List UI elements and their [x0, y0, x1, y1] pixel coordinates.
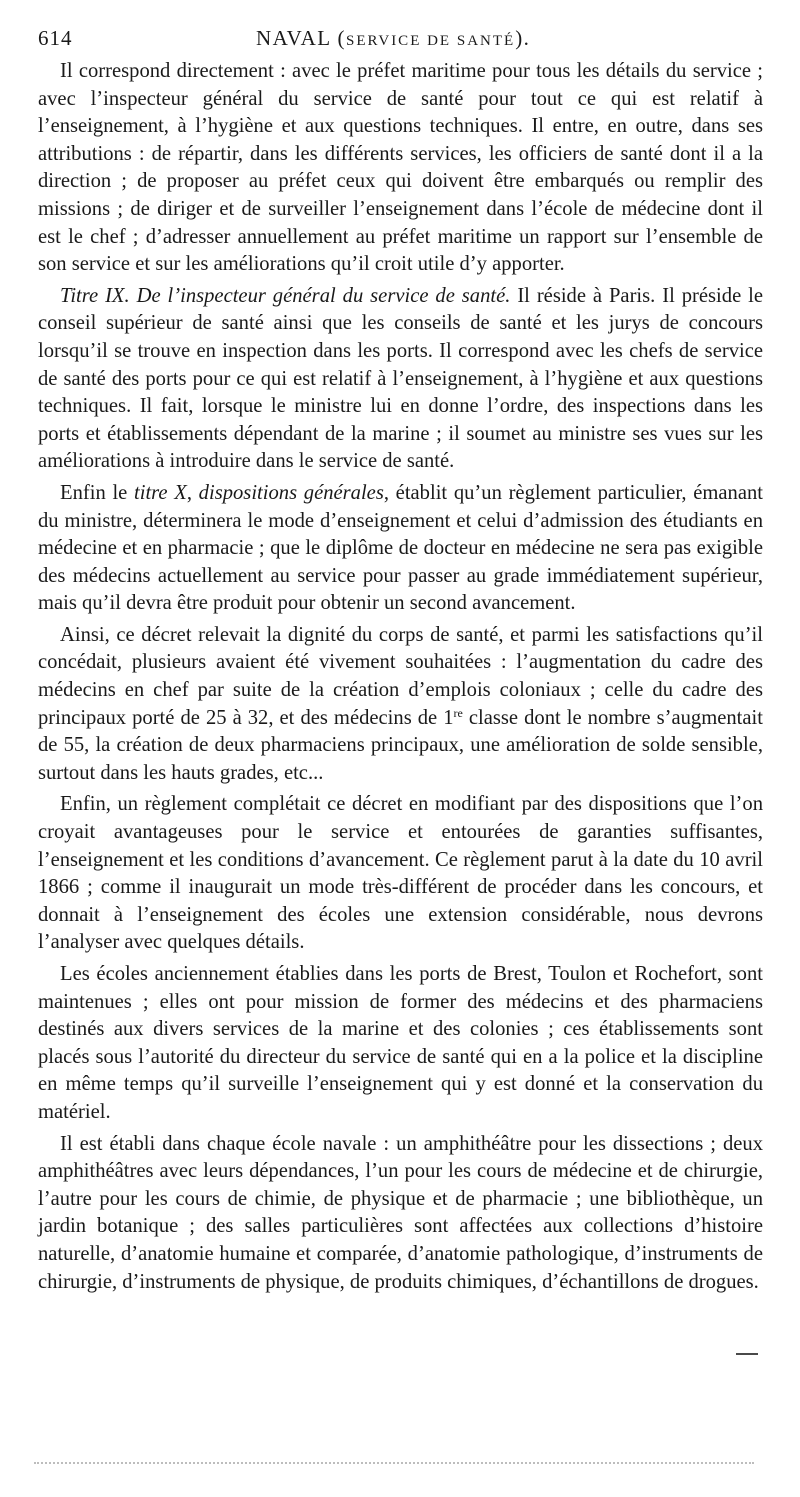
running-title-close: ). [515, 26, 531, 50]
paragraph-text: Les écoles anciennement établies dans les ports de Brest, Toulon et Rochefort, sont maintenues ; elles ont pour mission de former des médecins et des pharmaciens destinés aux divers services de la marine et des colonies ; ces établissements sont placés sous l’autorité du directeur du service de santé qui en a la police et la discipline en même temps qu’il surveille l’enseignement qui y est donné et la conservation du matériel. [38, 963, 763, 1123]
paragraph-ecoles [38, 961, 763, 1127]
paragraph-etablissements [38, 1131, 763, 1297]
page [38, 22, 763, 1296]
running-title-open: ( [330, 26, 347, 50]
paragraph-text: Enfin le [60, 481, 134, 504]
paragraph-titre-x [38, 480, 763, 618]
section-heading-titre-x: titre X [134, 481, 187, 504]
paragraph-reglement [38, 791, 763, 957]
body-text [38, 58, 763, 1296]
paragraph-text: Enfin, un règlement complétait ce décret en modifiant par des dispositions que l’on croyait avantageuses pour le service et entourées de garanties suffisantes, l’enseignement et les conditions d’avancement. Ce règlement parut à la date du 10 avril 1866 ; comme il inaugurait un mode très-différent de procéder dans les concours, et donnait à l’enseignement des écoles une extension considérable, nous devrons l’analyser avec quelques détails. [38, 793, 763, 954]
running-title-subtitle: SERVICE DE SANTÉ [346, 33, 516, 49]
paragraph-text: Ainsi, ce décret relevait la dignité du corps de santé, et parmi les satisfactions qu’il concédait, plusieurs avaient été vivement souhaitées : l’augmentation du cadre des médecins en chef par suite de la création d’emplois coloniaux ; celle du cadre des principaux porté de 25 à 32, et des médecins de 1 [38, 623, 763, 729]
paragraph-text: , établit qu’un règlement particulier, émanant du ministre, déterminera le mode d’enseignement et celui d’admission des étudiants en médecine et en pharmacie ; que le diplôme de docteur en médecine ne sera pas exigible des médecins actuellement au service pour passer au grade immédiatement supérieur, mais qu’il devra être produit pour obtenir un second avancement. [38, 481, 763, 615]
page-number: 614 [38, 26, 73, 50]
section-heading-dispositions: dispositions générales [198, 481, 384, 504]
paragraph-text: classe dont le nombre s’augmentait de 55, la création de deux pharmaciens principaux, une amélioration de solde sensible, surtout dans les hauts grades, etc... [38, 706, 763, 784]
paragraph-titre-ix [38, 283, 763, 476]
paragraph-directeur [38, 58, 763, 279]
paragraph-text: Il correspond directement : avec le préfet maritime pour tous les détails du service ; avec l’inspecteur général du service de santé pour tout ce qui est relatif à l’enseignement, à l’hygiène et aux questions techniques. Il entre, en outre, dans ses attributions : de répartir, dans les différents services, les officiers de santé dont il a la direction ; de proposer au préfet ceux qui doivent être embarqués ou remplir des missions ; de diriger et de surveiller l’enseignement dans l’école de médecine dont il est le chef ; d’adresser annuellement au préfet maritime un rapport sur l’ensemble de son service et sur les améliorations qu’il croit utile d’y apporter. [38, 60, 763, 276]
paragraph-ainsi [38, 622, 763, 788]
section-heading-titre-ix: Titre IX. De l’inspecteur général du service de santé. [60, 284, 511, 307]
paragraph-text: Il réside à Paris. Il préside le conseil supérieur de santé ainsi que les conseils de santé et les jurys de concours lorsqu’il se trouve en inspection dans les ports. Il correspond avec les chefs de service de santé des ports pour ce qui est relatif à l’enseignement, à l’hygiène et aux questions techniques. Il fait, lorsque le ministre lui en donne l’ordre, des inspections dans les ports et établissements dépendant de la marine ; il soumet au ministre ses vues sur les améliorations à introduire dans le service de santé. [38, 284, 763, 473]
paragraph-text: Il est établi dans chaque école navale : un amphithéâtre pour les dissections ; deux amphithéâtres avec leurs dépendances, l’un pour les cours de médecine et de chirurgie, l’autre pour les cours de chimie, de physique et de pharmacie ; une bibliothèque, un jardin botanique ; des salles particulières sont affectées aux collections d’histoire naturelle, d’anatomie humaine et comparée, d’anatomie pathologique, d’instruments de chirurgie, d’instruments de physique, de produits chimiques, d’échantillons de drogues. [38, 1132, 763, 1293]
footer-bleed-rule [34, 1462, 754, 1464]
print-mark [736, 1353, 758, 1355]
paragraph-text: , [186, 481, 199, 504]
running-title-main: NAVAL [256, 26, 331, 50]
running-header [38, 22, 763, 58]
running-title [256, 26, 530, 51]
ordinal-superscript: re [453, 705, 463, 720]
